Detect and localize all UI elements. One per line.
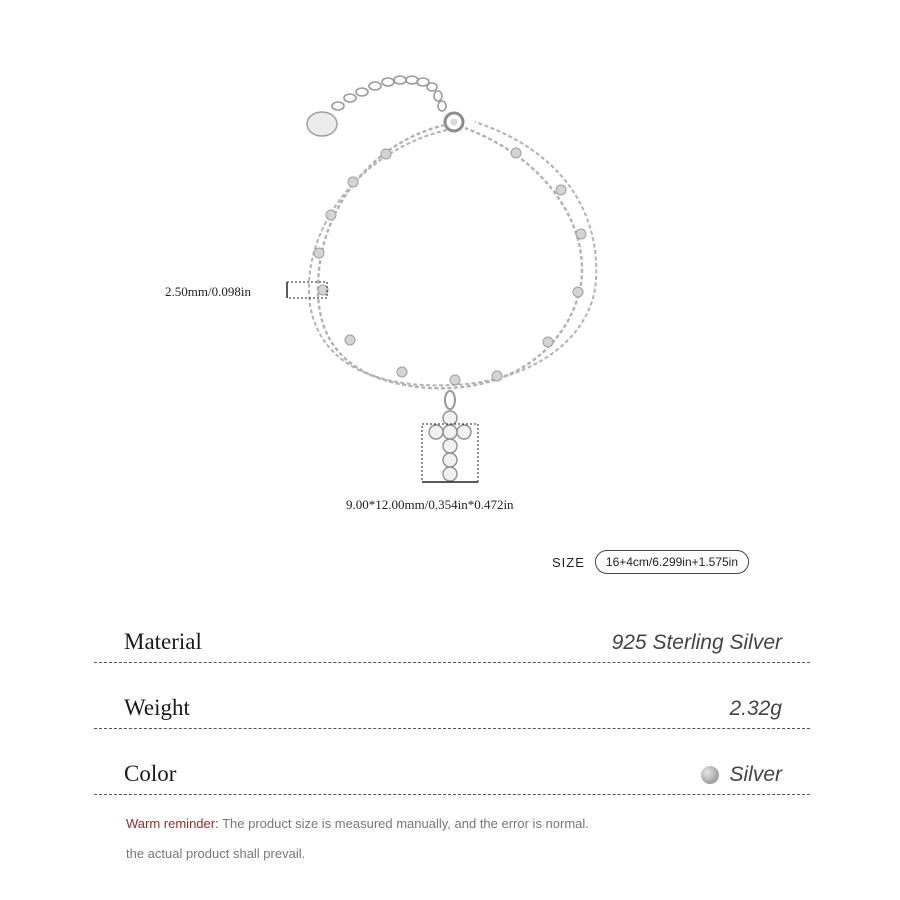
material-value: 925 Sterling Silver [611,631,782,654]
dashed-divider [94,662,810,663]
color-swatch-icon [701,766,719,784]
pendant-dimension-label: 9.00*12.00mm/0.354in*0.472in [346,497,514,512]
weight-value: 2.32g [729,697,782,720]
color-label: Color [124,761,177,786]
reminder-text-1: The product size is measured manually, and the error is normal. [222,816,589,831]
chain-dimension-label: 2.50mm/0.098in [165,284,251,299]
dashed-divider [94,728,810,729]
spec-row-color [94,755,810,795]
spec-row-material [94,623,810,663]
reminder-prefix: Warm reminder: [126,816,219,831]
size-value-pill: 16+4cm/6.299in+1.575in [595,550,749,574]
dashed-divider [94,794,810,795]
weight-label: Weight [124,695,190,720]
size-row [552,548,749,576]
size-label: SIZE [552,554,585,570]
color-value-group [701,763,782,787]
spec-row-weight [94,689,810,729]
color-value: Silver [729,763,782,786]
material-label: Material [124,629,202,654]
reminder-line-1 [126,816,589,831]
reminder-line-2: the actual product shall prevail. [126,846,306,861]
